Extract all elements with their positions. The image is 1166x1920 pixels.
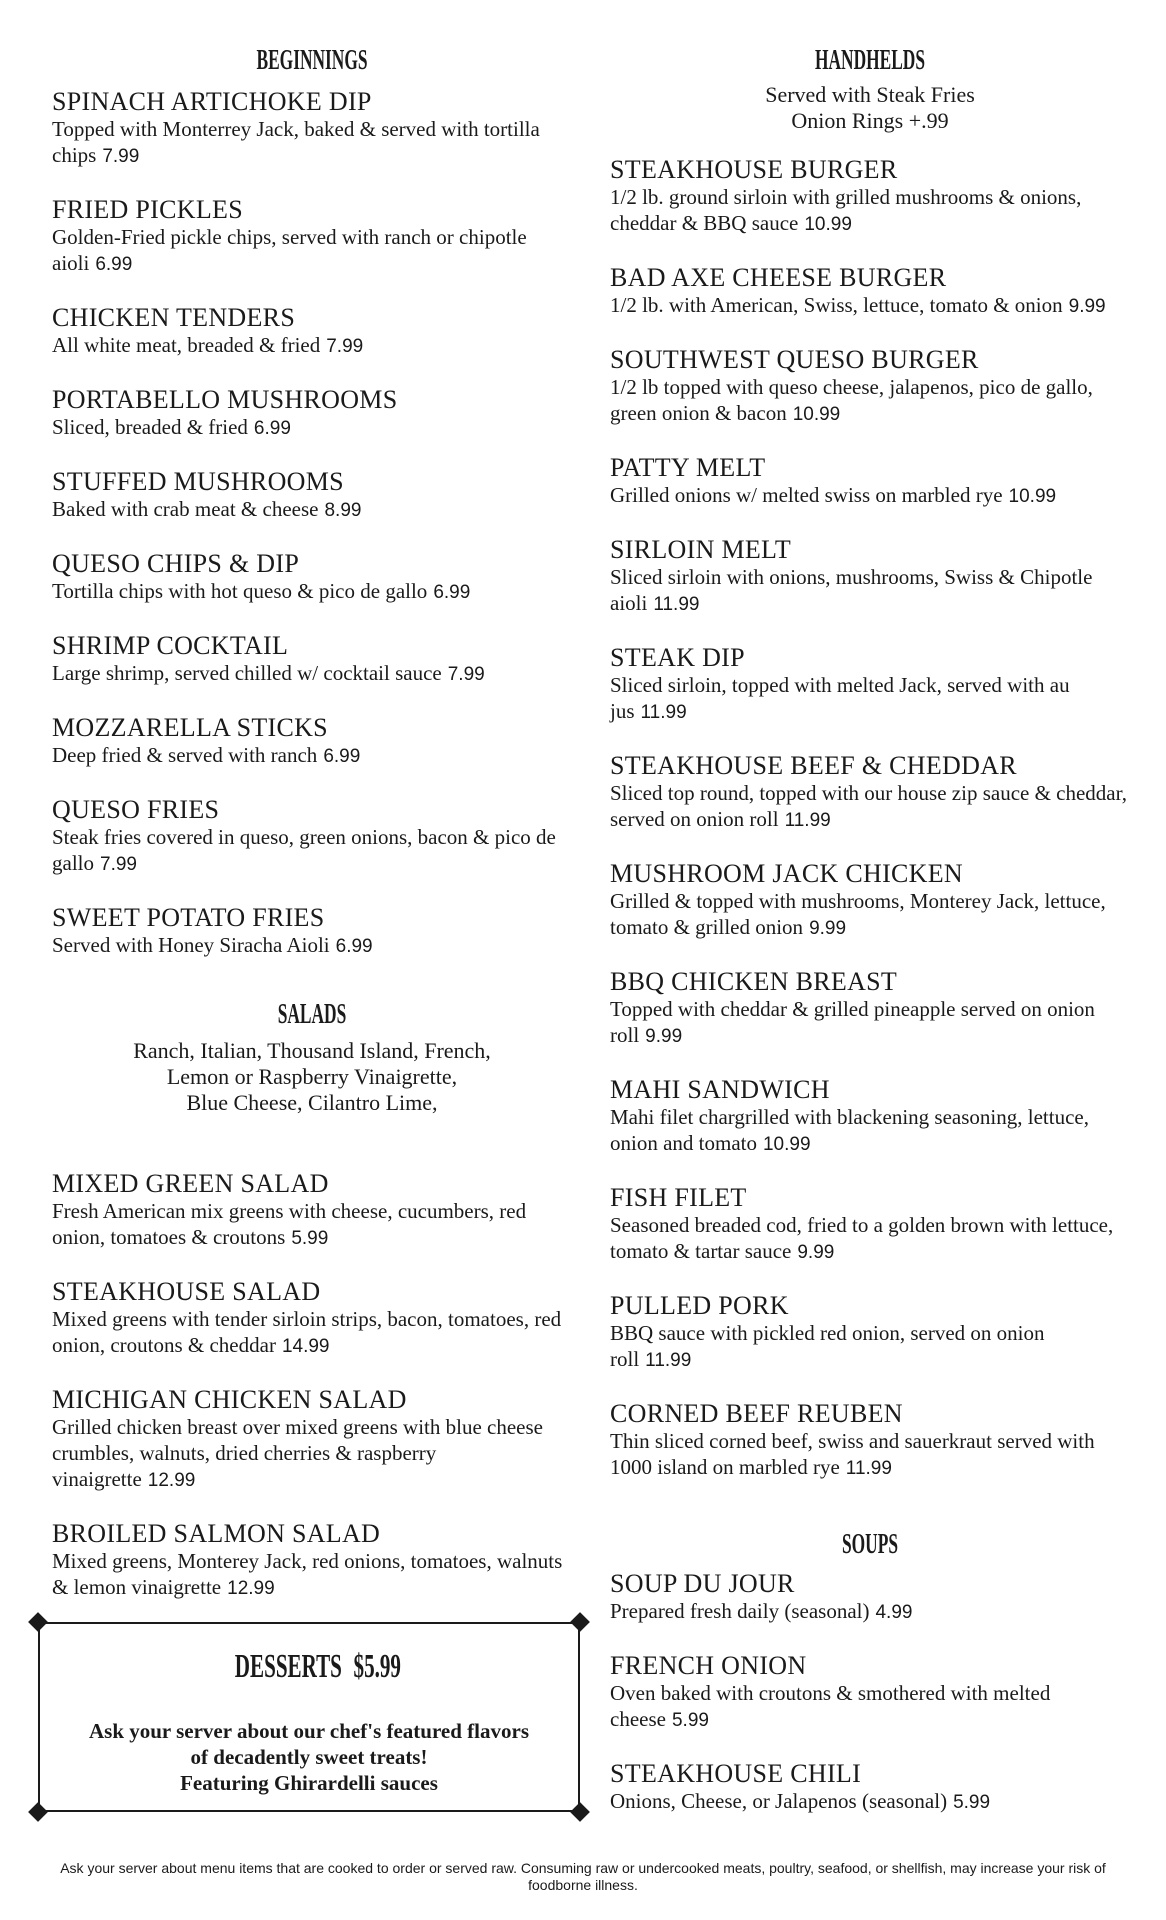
menu-item-price: 8.99 <box>324 500 362 521</box>
menu-item-description <box>52 224 572 278</box>
menu-item-name: PORTABELLO MUSHROOMS <box>52 385 398 414</box>
salads-heading: SALADS <box>277 999 347 1030</box>
menu-item <box>52 304 572 360</box>
menu-item-name: STEAK DIP <box>610 643 745 672</box>
desserts-line: Featuring Ghirardelli sauces <box>180 1771 438 1795</box>
menu-item-desc-text: Baked with crab meat & cheese <box>52 497 319 521</box>
menu-item-description <box>52 824 572 878</box>
menu-item-desc-text: Sliced, breaded & fried <box>52 415 248 439</box>
menu-item-desc-text: Sliced sirloin, topped with melted Jack, served with au jus <box>610 673 1070 723</box>
corner-diamond <box>570 1612 590 1632</box>
menu-item-price: 7.99 <box>100 854 137 875</box>
menu-item-desc-text: Onions, Cheese, or Jalapenos (seasonal) <box>610 1789 948 1813</box>
dressing-line: Ranch, Italian, Thousand Island, French, <box>133 1038 491 1063</box>
menu-item <box>52 796 572 878</box>
menu-item-desc-text: Sliced top round, topped with our house zip sauce & cheddar, served on onion roll <box>610 781 1128 831</box>
desserts-description <box>40 1718 578 1796</box>
menu-item-desc-text: All white meat, breaded & fried <box>52 333 321 357</box>
soups-list <box>610 1570 1130 1816</box>
menu-item <box>52 714 572 770</box>
menu-item <box>610 1652 1130 1734</box>
menu-item-desc-text: Topped with cheddar & grilled pineapple served on onion roll <box>610 997 1095 1047</box>
menu-item <box>610 1292 1130 1374</box>
handhelds-heading: HANDHELDS <box>815 45 925 76</box>
menu-item <box>52 1386 572 1494</box>
menu-item-description <box>610 184 1130 238</box>
menu-item-description <box>610 1212 1130 1266</box>
menu-item-desc-text: BBQ sauce with pickled red onion, served on onion roll <box>610 1321 1045 1371</box>
menu-item-price: 7.99 <box>447 664 485 685</box>
desserts-box <box>38 1622 580 1812</box>
menu-item <box>52 1278 572 1360</box>
menu-item-price: 12.99 <box>227 1578 275 1599</box>
menu-item-description <box>52 1198 572 1252</box>
dressing-line: Blue Cheese, Cilantro Lime, <box>186 1090 438 1115</box>
menu-item-name: STEAKHOUSE BURGER <box>610 155 898 184</box>
menu-item-name: STUFFED MUSHROOMS <box>52 467 344 496</box>
menu-item-desc-text: 1/2 lb. ground sirloin with grilled mushrooms & onions, cheddar & BBQ sauce <box>610 185 1082 235</box>
food-safety-disclaimer: Ask your server about menu items that are cooked to order or served raw. Consuming raw or undercooked meats, poultry, seafood, or shellfish, may increase your risk of foodborne illness. <box>60 1860 1106 1893</box>
menu-item-desc-text: Tortilla chips with hot queso & pico de gallo <box>52 579 428 603</box>
menu-item <box>610 752 1130 834</box>
menu-item-description <box>52 742 572 770</box>
menu-item <box>52 196 572 278</box>
menu-item-desc-text: Grilled chicken breast over mixed greens with blue cheese crumbles, walnuts, dried cherries & raspberry vinaigrette <box>52 1415 543 1491</box>
menu-item <box>610 536 1130 618</box>
menu-item-price: 11.99 <box>640 702 687 723</box>
menu-item <box>52 88 572 170</box>
menu-item-description <box>52 660 572 688</box>
menu-item-description <box>610 1104 1130 1158</box>
menu-item-description <box>610 996 1130 1050</box>
dressing-line: Lemon or Raspberry Vinaigrette, <box>166 1064 458 1089</box>
menu-item-desc-text: Oven baked with croutons & smothered with melted cheese <box>610 1681 1051 1731</box>
menu-item-name: MOZZARELLA STICKS <box>52 713 328 742</box>
menu-item-description <box>610 374 1130 428</box>
menu-item-desc-text: Grilled & topped with mushrooms, Monterey Jack, lettuce, tomato & grilled onion <box>610 889 1106 939</box>
menu-item <box>610 1570 1130 1626</box>
menu-item-desc-text: Steak fries covered in queso, green onions, bacon & pico de gallo <box>52 825 556 875</box>
corner-diamond <box>28 1612 48 1632</box>
menu-item-price: 10.99 <box>804 214 852 235</box>
menu-item-name: FRENCH ONION <box>610 1651 807 1680</box>
menu-item-price: 9.99 <box>1068 296 1106 317</box>
menu-item-price: 6.99 <box>323 746 361 767</box>
menu-item <box>610 1076 1130 1158</box>
beginnings-heading: BEGINNINGS <box>256 45 368 76</box>
menu-item-description <box>610 1598 1130 1626</box>
menu-item-name: FRIED PICKLES <box>52 195 243 224</box>
menu-item <box>610 860 1130 942</box>
menu-item-desc-text: Seasoned breaded cod, fried to a golden brown with lettuce, tomato & tartar sauce <box>610 1213 1114 1263</box>
soups-heading: SOUPS <box>842 1529 898 1560</box>
menu-item-description <box>52 1414 572 1494</box>
menu-item-desc-text: 1/2 lb topped with queso cheese, jalapenos, pico de gallo, green onion & bacon <box>610 375 1093 425</box>
menu-item-name: BBQ CHICKEN BREAST <box>610 967 898 996</box>
menu-item-price: 11.99 <box>645 1350 692 1371</box>
menu-item <box>52 468 572 524</box>
menu-item-desc-text: Sliced sirloin with onions, mushrooms, Swiss & Chipotle aioli <box>610 565 1093 615</box>
menu-item-name: SHRIMP COCKTAIL <box>52 631 289 660</box>
desserts-line: of decadently sweet treats! <box>190 1745 428 1769</box>
salad-dressings <box>52 1038 572 1116</box>
menu-item-name: CHICKEN TENDERS <box>52 303 296 332</box>
menu-item-name: SWEET POTATO FRIES <box>52 903 325 932</box>
menu-item-name: MUSHROOM JACK CHICKEN <box>610 859 964 888</box>
menu-item-desc-text: 1/2 lb. with American, Swiss, lettuce, tomato & onion <box>610 293 1063 317</box>
right-column <box>610 0 1130 1842</box>
menu-item-price: 7.99 <box>102 146 140 167</box>
menu-item-price: 6.99 <box>335 936 373 957</box>
menu-item-name: FISH FILET <box>610 1183 747 1212</box>
menu-item-name: CORNED BEEF REUBEN <box>610 1399 903 1428</box>
menu-item-desc-text: Grilled onions w/ melted swiss on marbled rye <box>610 483 1003 507</box>
menu-item-price: 5.99 <box>671 1710 709 1731</box>
menu-item-desc-text: Mahi filet chargrilled with blackening seasoning, lettuce, onion and tomato <box>610 1105 1089 1155</box>
menu-item <box>52 386 572 442</box>
menu-item-description <box>610 780 1130 834</box>
menu-item-name: SOUP DU JOUR <box>610 1569 795 1598</box>
menu-item-name: SIRLOIN MELT <box>610 535 792 564</box>
menu-item-price: 11.99 <box>653 594 700 615</box>
corner-diamond <box>570 1802 590 1822</box>
menu-item-description <box>52 1306 572 1360</box>
menu-item-price: 12.99 <box>147 1470 196 1491</box>
menu-item-name: PULLED PORK <box>610 1291 789 1320</box>
menu-item <box>610 1184 1130 1266</box>
menu-item-description <box>52 332 572 360</box>
menu-item-name: STEAKHOUSE SALAD <box>52 1277 321 1306</box>
menu-item-name: PATTY MELT <box>610 453 766 482</box>
salads-list <box>52 1170 572 1602</box>
menu-item-desc-text: Mixed greens, Monterey Jack, red onions, tomatoes, walnuts & lemon vinaigrette <box>52 1549 563 1599</box>
menu-item-price: 5.99 <box>953 1792 991 1813</box>
menu-item-desc-text: Mixed greens with tender sirloin strips, bacon, tomatoes, red onion, croutons & cheddar <box>52 1307 562 1357</box>
menu-item-price: 6.99 <box>253 418 291 439</box>
menu-item <box>610 1400 1130 1482</box>
menu-item-price: 6.99 <box>433 582 471 603</box>
desserts-line: Ask your server about our chef's featured flavors <box>88 1719 529 1743</box>
menu-item-desc-text: Prepared fresh daily (seasonal) <box>610 1599 870 1623</box>
menu-item-name: BROILED SALMON SALAD <box>52 1519 381 1548</box>
menu-item <box>610 264 1130 320</box>
menu-item <box>610 1760 1130 1816</box>
menu-item-name: MICHIGAN CHICKEN SALAD <box>52 1385 407 1414</box>
menu-item <box>52 632 572 688</box>
corner-diamond <box>28 1802 48 1822</box>
menu-item-desc-text: Golden-Fried pickle chips, served with ranch or chipotle aioli <box>52 225 527 275</box>
menu-item-desc-text: Topped with Monterrey Jack, baked & served with tortilla chips <box>52 117 540 167</box>
menu-item <box>52 1520 572 1602</box>
menu-item-name: QUESO FRIES <box>52 795 220 824</box>
handhelds-note: Served with Steak Fries <box>765 82 975 107</box>
beginnings-list <box>52 88 572 960</box>
menu-item-price: 9.99 <box>797 1242 835 1263</box>
left-column <box>52 0 572 1628</box>
menu-item-name: MIXED GREEN SALAD <box>52 1169 329 1198</box>
menu-item <box>52 1170 572 1252</box>
menu-item-description <box>52 932 572 960</box>
menu-item-price: 10.99 <box>1008 486 1057 507</box>
menu-item-price: 9.99 <box>809 918 847 939</box>
menu-item-description <box>52 496 572 524</box>
menu-item-name: MAHI SANDWICH <box>610 1075 830 1104</box>
menu-item-desc-text: Served with Honey Siracha Aioli <box>52 933 330 957</box>
menu-item-description <box>610 1680 1130 1734</box>
menu-item <box>610 156 1130 238</box>
menu-item-name: STEAKHOUSE BEEF & CHEDDAR <box>610 751 1017 780</box>
menu-item-description <box>610 482 1130 510</box>
menu-item-name: STEAKHOUSE CHILI <box>610 1759 862 1788</box>
menu-item-price: 10.99 <box>792 404 841 425</box>
menu-item-name: QUESO CHIPS & DIP <box>52 549 300 578</box>
menu-item-name: SOUTHWEST QUESO BURGER <box>610 345 979 374</box>
menu-item <box>52 550 572 606</box>
menu-item-description <box>52 414 572 442</box>
handhelds-note: Onion Rings +.99 <box>791 108 949 133</box>
menu-item-name: SPINACH ARTICHOKE DIP <box>52 87 372 116</box>
menu-item <box>52 904 572 960</box>
menu-item-description <box>52 116 572 170</box>
menu-item-price: 7.99 <box>326 336 364 357</box>
menu-item-description <box>52 1548 572 1602</box>
menu-item-price: 10.99 <box>762 1134 811 1155</box>
menu-item-desc-text: Thin sliced corned beef, swiss and sauerkraut served with 1000 island on marbled rye <box>610 1429 1095 1479</box>
menu-item-price: 14.99 <box>281 1336 330 1357</box>
menu-item-desc-text: Large shrimp, served chilled w/ cocktail sauce <box>52 661 442 685</box>
menu-item-price: 9.99 <box>645 1026 683 1047</box>
menu-item-price: 5.99 <box>291 1228 329 1249</box>
desserts-heading: DESSERTS <box>235 1648 343 1685</box>
menu-item <box>610 454 1130 510</box>
menu-item-description <box>610 1428 1130 1482</box>
menu-item <box>610 346 1130 428</box>
menu-item-description <box>610 564 1130 618</box>
menu-item-desc-text: Deep fried & served with ranch <box>52 743 318 767</box>
handhelds-list <box>610 156 1130 1482</box>
menu-item-description <box>610 888 1130 942</box>
menu-item <box>610 644 1130 726</box>
menu-item <box>610 968 1130 1050</box>
desserts-header <box>40 1648 578 1685</box>
menu-item-desc-text: Fresh American mix greens with cheese, cucumbers, red onion, tomatoes & croutons <box>52 1199 527 1249</box>
menu-item-name: BAD AXE CHEESE BURGER <box>610 263 947 292</box>
menu-item-price: 11.99 <box>784 810 831 831</box>
menu-item-description <box>610 1320 1130 1374</box>
menu-item-price: 6.99 <box>95 254 133 275</box>
menu-item-price: 11.99 <box>845 1458 892 1479</box>
menu-item-description <box>610 1788 1130 1816</box>
menu-item-description <box>610 672 1130 726</box>
menu-item-description <box>610 292 1130 320</box>
menu-item-description <box>52 578 572 606</box>
desserts-price: $5.99 <box>353 1648 402 1685</box>
menu-item-price: 4.99 <box>875 1602 913 1623</box>
